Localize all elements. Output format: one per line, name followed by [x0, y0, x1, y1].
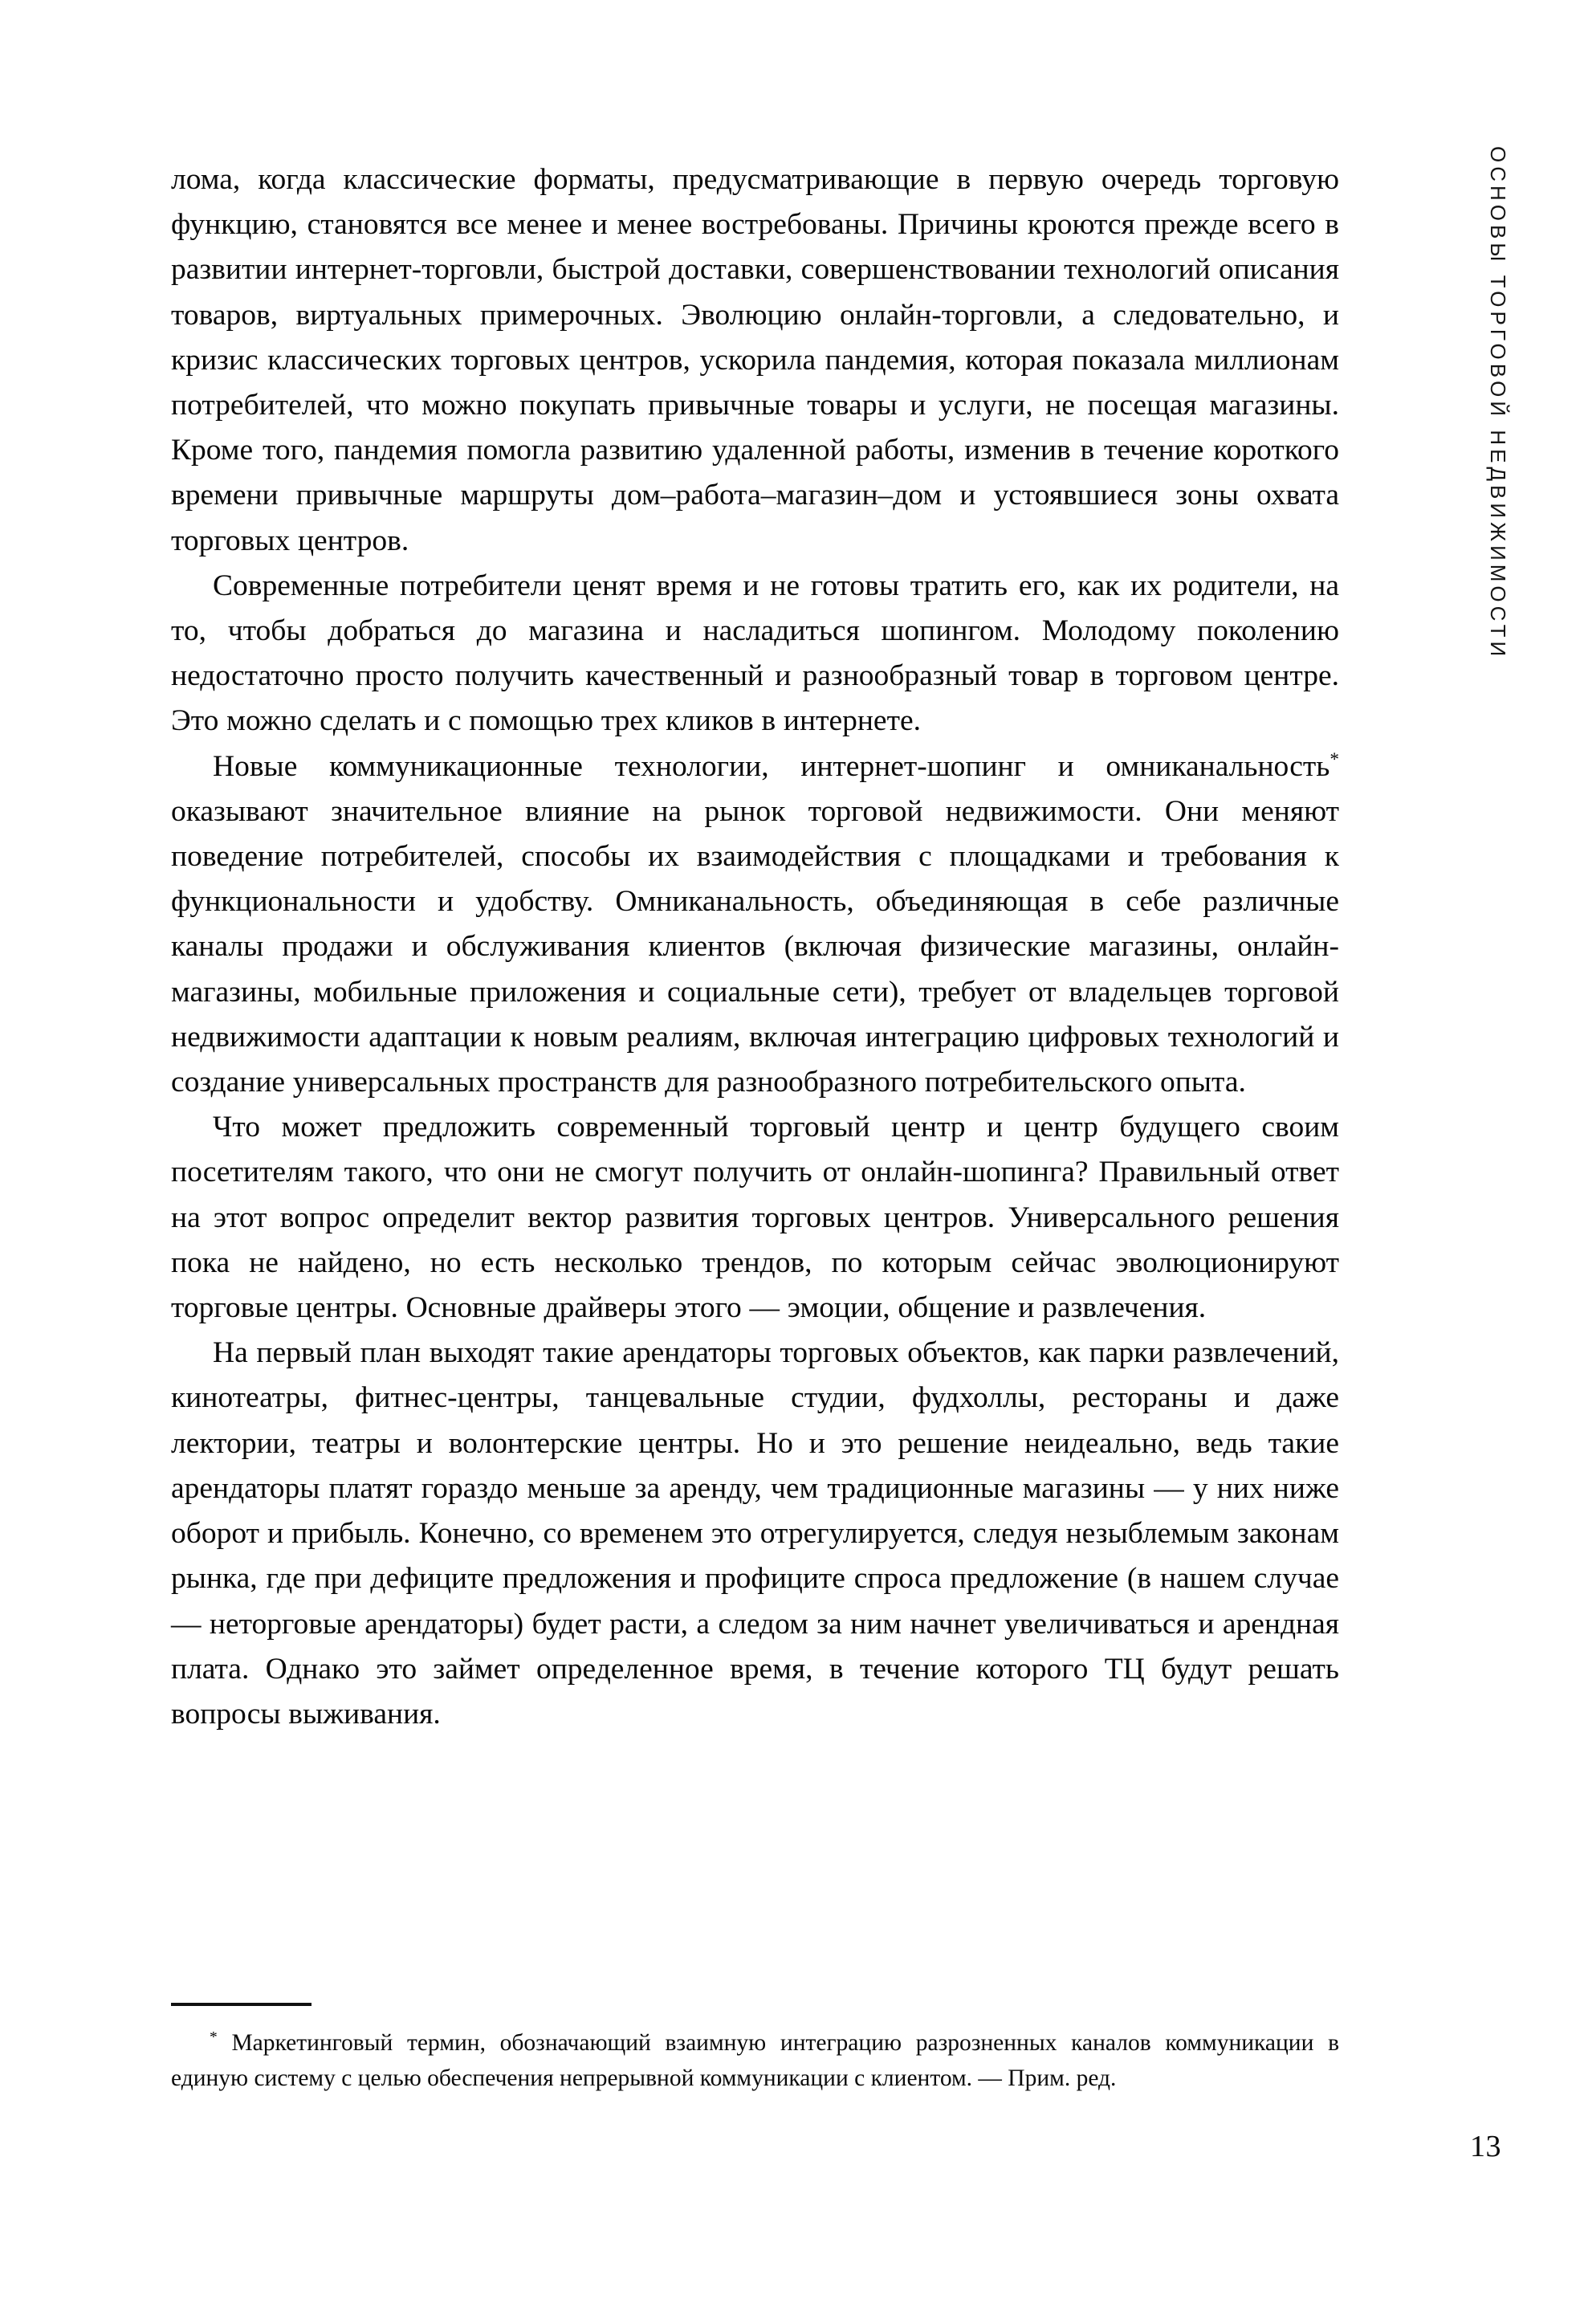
footnote-body: Маркетинговый термин, обозначающий взаимную интеграцию разрозненных каналов коммуникации в единую систему с целью обеспечения непрерывной коммуникации с клиентом. — Прим. ред.: [171, 2030, 1339, 2091]
footnote-reference-marker[interactable]: *: [1330, 748, 1339, 770]
body-paragraph-3-before-marker: Новые коммуникационные технологии, интернет-шопинг и омниканальность: [213, 749, 1330, 783]
body-paragraph-1: лома, когда классические форматы, предусматривающие в первую очередь торговую функцию, становятся все менее и менее востребованы. Причины кроются прежде всего в развитии интернет-торговли, быстрой доставки, совершенствовании технологий описания товаров, виртуальных примерочных. Эволюцию онлайн-торговли, а следовательно, и кризис классических торговых центров, ускорила пандемия, которая показала миллионам потребителей, что можно покупать привычные товары и услуги, не посещая магазины. Кроме того, пандемия помогла развитию удаленной работы, изменив в течение короткого времени привычные маршруты дом–работа–магазин–дом и устоявшиеся зоны охвата торговых центров.: [171, 163, 1339, 557]
body-paragraph-3: [171, 744, 1339, 1106]
body-paragraph-2: Современные потребители ценят время и не готовы тратить его, как их родители, на то, чтобы добраться до магазина и насладиться шопингом. Молодому поколению недостаточно просто получить качественный и разнообразный товар в торговом центре. Это можно сделать и с помощью трех кликов в интернете.: [171, 569, 1339, 738]
footnote-marker: *: [210, 2028, 218, 2046]
body-paragraph-3-after-marker: оказывают значительное влияние на рынок торговой недвижимости. Они меняют поведение потребителей, способы их взаимодействия с площадками и требования к функциональности и удобству. Омниканальность, объединяющая в себе различные каналы продажи и обслуживания клиентов (включая физические магазины, онлайн-магазины, мобильные приложения и социальные сети), требует от владельцев торговой недвижимости адаптации к новым реалиям, включая интеграцию цифровых технологий и создание универсальных пространств для разнообразного потребительского опыта.: [171, 794, 1339, 1099]
page-number: 13: [1470, 2130, 1501, 2163]
running-head: ОСНОВЫ ТОРГОВОЙ НЕДВИЖИМОСТИ: [1486, 146, 1510, 661]
body-paragraph-4: Что может предложить современный торговый центр и центр будущего своим посетителям такого, что они не смогут получить от онлайн-шопинга? Правильный ответ на этот вопрос определит вектор развития торговых центров. Универсального решения пока не найдено, но есть несколько трендов, по которым сейчас эволюционируют торговые центры. Основные драйверы этого — эмоции, общение и развлечения.: [171, 1111, 1339, 1325]
footnote-separator-rule: [171, 2003, 312, 2006]
body-paragraph-5: На первый план выходят такие арендаторы торговых объектов, как парки развлечений, кинотеатры, фитнес-центры, танцевальные студии, фудхоллы, рестораны и даже лектории, театры и волонтерские центры. Но и это решение неидеально, ведь такие арендаторы платят гораздо меньше за аренду, чем традиционные магазины — у них ниже оборот и прибыль. Конечно, со временем это отрегулируется, следуя незыблемым законам рынка, где при дефиците предложения и профиците спроса предложение (в нашем случае — неторговые арендаторы) будет расти, а следом за ним начнет увеличиваться и арендная плата. Однако это займет определенное время, в течение которого ТЦ будут решать вопросы выживания.: [171, 1336, 1339, 1731]
body-text-column: [171, 157, 1339, 1737]
footnote-text: [171, 2025, 1339, 2096]
footnote-block: [171, 2003, 1339, 2096]
